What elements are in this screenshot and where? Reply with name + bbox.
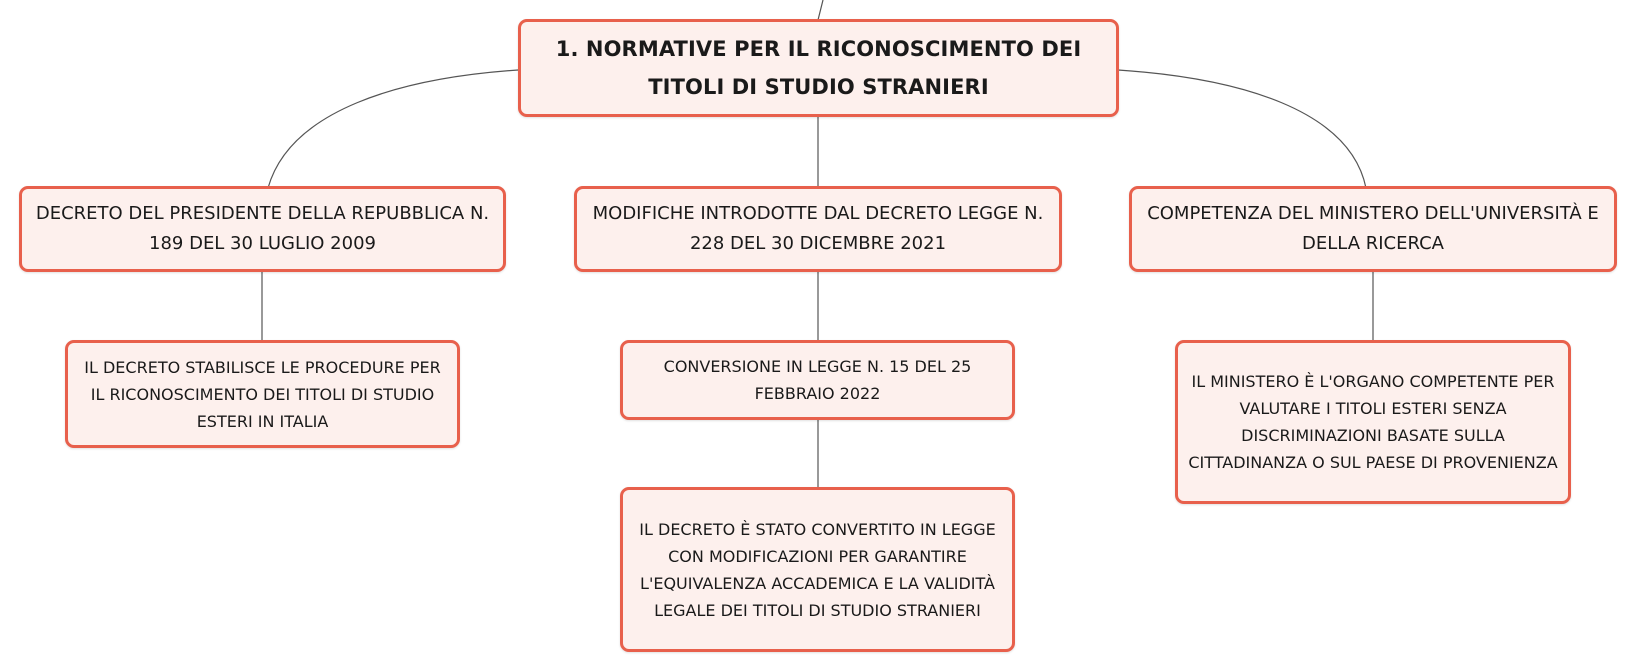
subtopic-label: IL MINISTERO È L'ORGANO COMPETENTE PER VALUTARE I TITOLI ESTERI SENZA DISCRIMINAZIONI BASATE SULLA CITTADINANZA O SUL PAESE DI PROVENIENZA — [1188, 372, 1558, 472]
branch-topic-label: DECRETO DEL PRESIDENTE DELLA REPUBBLICA N. 189 DEL 30 LUGLIO 2009 — [35, 203, 490, 254]
subtopic-label: CONVERSIONE IN LEGGE N. 15 DEL 25 FEBBRAIO 2022 — [663, 357, 972, 403]
subtopic-ministero-organo-competente[interactable] — [1175, 340, 1571, 504]
branch-topic-label: COMPETENZA DEL MINISTERO DELL'UNIVERSITÀ E DELLA RICERCA — [1147, 203, 1599, 254]
connector-root-to-branch-1 — [268, 70, 518, 188]
subtopic-procedure-riconoscimento[interactable] — [65, 340, 460, 448]
branch-topic-label: MODIFICHE INTRODOTTE DAL DECRETO LEGGE N. 228 DEL 30 DICEMBRE 2021 — [592, 203, 1044, 254]
branch-topic-decreto-2009[interactable] — [19, 186, 506, 272]
root-topic[interactable] — [518, 19, 1119, 117]
subtopic-label: IL DECRETO STABILISCE LE PROCEDURE PER IL RICONOSCIMENTO DEI TITOLI DI STUDIO ESTERI IN ITALIA — [84, 357, 441, 431]
connector-root-to-branch-3 — [1118, 70, 1366, 188]
branch-topic-competenza-ministero[interactable] — [1129, 186, 1617, 272]
root-topic-label: 1. NORMATIVE PER IL RICONOSCIMENTO DEI TITOLI DI STUDIO STRANIERI — [555, 37, 1082, 99]
subtopic-decreto-convertito[interactable] — [620, 487, 1015, 652]
connector-parent-to-root — [818, 0, 823, 20]
branch-topic-modifiche-2021[interactable] — [574, 186, 1062, 272]
subtopic-label: IL DECRETO È STATO CONVERTITO IN LEGGE CON MODIFICAZIONI PER GARANTIRE L'EQUIVALENZA ACCADEMICA E LA VALIDITÀ LEGALE DEI TITOLI DI STUDIO STRANIERI — [639, 519, 996, 620]
subtopic-conversione-legge[interactable] — [620, 340, 1015, 420]
